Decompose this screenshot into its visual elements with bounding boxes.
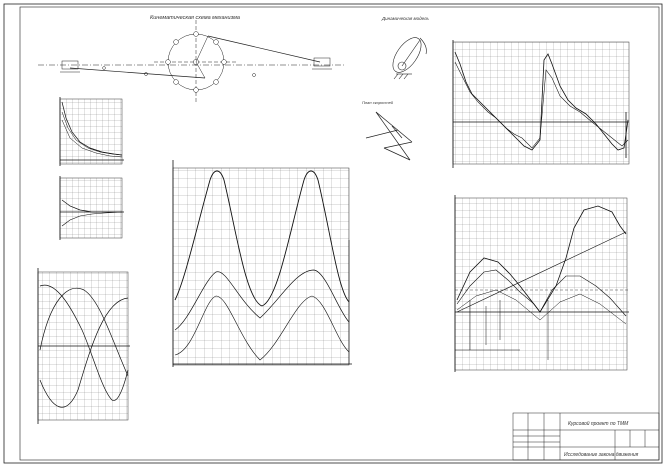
chart-kinetic-energy-groups xyxy=(38,268,130,424)
chart-work-energy xyxy=(455,195,629,372)
kinematic-scheme-title: Кинематическая схема механизма xyxy=(150,15,240,21)
velocity-plan xyxy=(366,112,412,160)
drawing-title: Исследование закона движения xyxy=(564,452,639,458)
project-title: Курсовой проект по ТММ xyxy=(568,421,629,427)
dynamic-model-title: Динамическая модель xyxy=(382,16,429,21)
chart-reduced-moment xyxy=(453,40,629,168)
chart-reduced-inertia xyxy=(173,160,352,367)
chart-small-lower xyxy=(60,176,124,240)
chart-small-upper xyxy=(60,97,124,166)
dynamic-model-sketch xyxy=(387,33,426,79)
velocity-plan-title: План скоростей xyxy=(362,100,394,105)
kinematic-scheme xyxy=(38,20,345,104)
